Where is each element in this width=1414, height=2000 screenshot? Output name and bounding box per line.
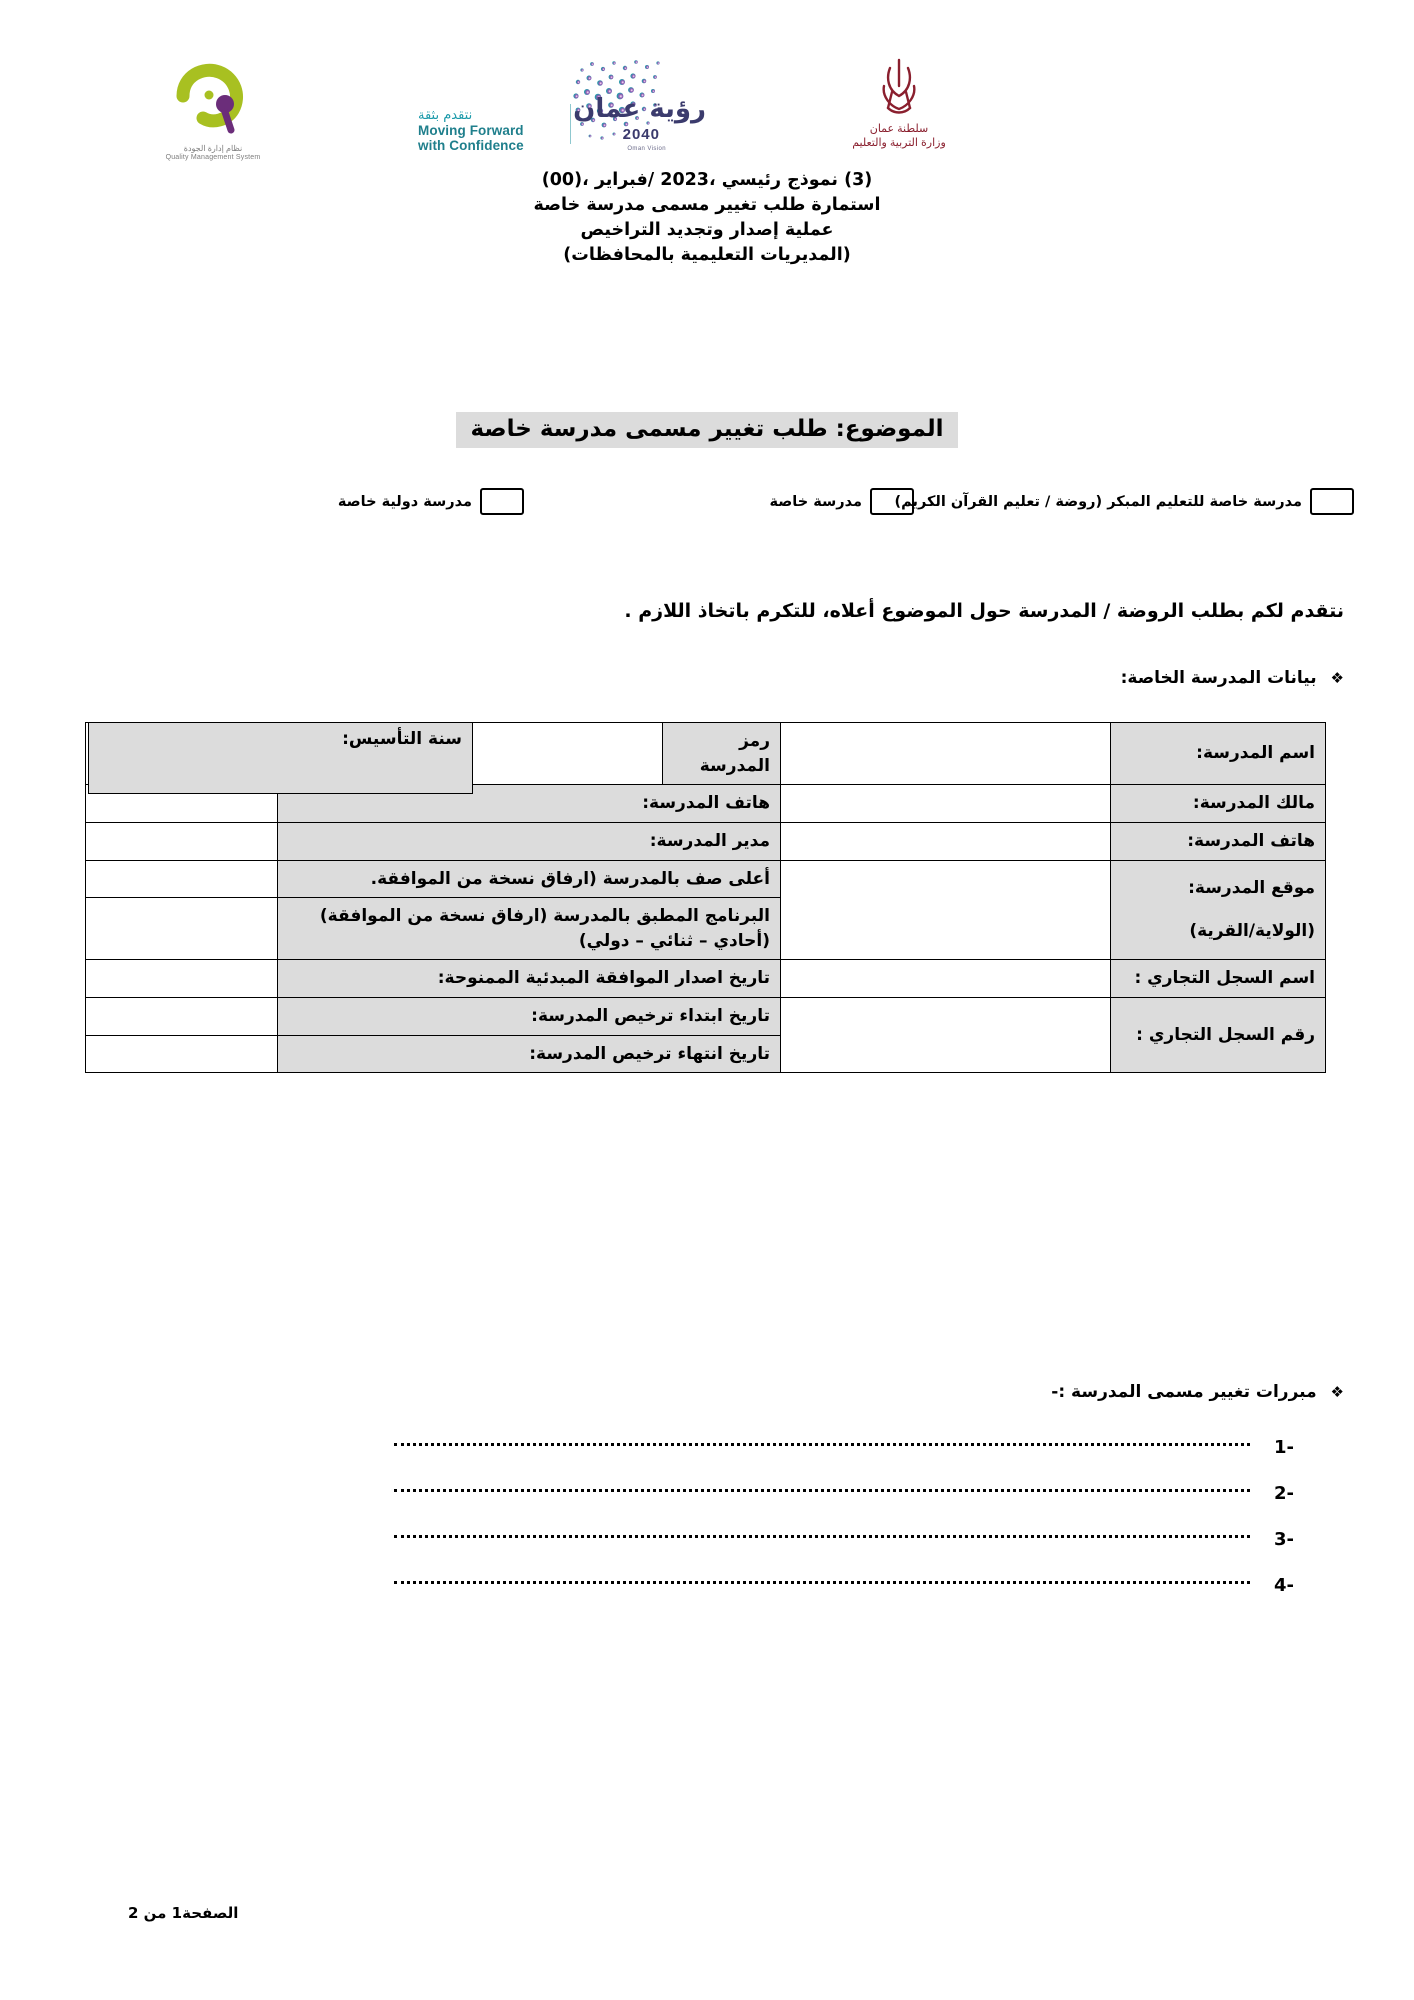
cell-license-start-date-label: تاريخ ابتداء ترخيص المدرسة:	[278, 998, 781, 1036]
reason-input-line[interactable]	[394, 1488, 1250, 1492]
section-heading-reasons	[374, 1382, 1344, 1402]
cell-commercial-name-value[interactable]	[781, 960, 1111, 998]
cell-school-phone-label: هاتف المدرسة:	[1111, 822, 1326, 860]
oman-vision-2040-logo	[418, 52, 718, 172]
cell-founding-year-label: سنة التأسيس:	[342, 729, 462, 749]
reason-line[interactable]	[394, 1516, 1294, 1562]
reason-number: -2	[1273, 1482, 1294, 1504]
vision-word-ar: رؤية عمان	[573, 94, 706, 124]
cell-school-owner-label: مالك المدرسة:	[1111, 785, 1326, 823]
vision-tagline-en-2: with Confidence	[418, 138, 524, 154]
cell-license-end-date-label: تاريخ انتهاء ترخيص المدرسة:	[278, 1035, 781, 1073]
bullet-icon: ❖	[1330, 1383, 1344, 1401]
table-row	[86, 960, 1326, 998]
reason-input-line[interactable]	[394, 1442, 1250, 1446]
subject-bar: الموضوع: طلب تغيير مسمى مدرسة خاصة	[456, 412, 957, 448]
cell-school-location-label-main: موقع المدرسة:	[1188, 878, 1315, 899]
cell-commercial-number-label: رقم السجل التجاري :	[1111, 998, 1326, 1073]
cell-row3-blank[interactable]	[86, 822, 278, 860]
cell-founding-year-label-overlay	[88, 722, 473, 794]
cell-commercial-number-value[interactable]	[781, 998, 1111, 1073]
vision-tagline-ar: نتقدم بثقة	[418, 108, 473, 123]
vision-sub-en: Oman Vision	[627, 146, 666, 152]
ministry-of-education-emblem	[824, 56, 974, 149]
section-heading-school-data	[374, 668, 1344, 688]
checkbox-icon[interactable]	[1310, 488, 1354, 515]
cell-initial-approval-date-label: تاريخ اصدار الموافقة المبدئية الممنوحة:	[278, 960, 781, 998]
school-type-checkbox-row	[0, 486, 1414, 526]
ministry-line-2: وزارة التربية والتعليم	[852, 137, 946, 149]
bullet-icon: ❖	[1330, 669, 1344, 687]
cell-school-owner-value[interactable]	[781, 785, 1111, 823]
school-type-label: مدرسة خاصة للتعليم المبكر (روضة / تعليم القرآن الكريم)	[894, 493, 1302, 510]
form-title-block	[0, 168, 1414, 268]
school-type-option-private-school[interactable]	[769, 488, 914, 515]
section-heading-label: بيانات المدرسة الخاصة:	[1120, 668, 1317, 688]
reasons-list	[394, 1424, 1294, 1608]
logo-header-row	[0, 52, 1414, 182]
qms-caption-en: Quality Management System	[165, 154, 261, 161]
table-row	[86, 998, 1326, 1036]
reason-number: -4	[1273, 1574, 1294, 1596]
qms-caption-ar: نظام إدارة الجودة	[183, 144, 243, 153]
cell-school-phone-value[interactable]	[781, 822, 1111, 860]
cell-program-label	[278, 898, 781, 960]
page-footer: الصفحة1 من 2	[128, 1904, 239, 1922]
cell-row8-blank[interactable]	[86, 1035, 278, 1073]
cell-school-location-label	[1111, 860, 1326, 960]
form-title-line-1: (3) نموذج رئيسي ،2023 /فبراير ،(00)	[541, 170, 873, 190]
cell-highest-grade-label: أعلى صف بالمدرسة (ارفاق نسخة من الموافقة.	[278, 860, 781, 898]
reason-number: -3	[1273, 1528, 1294, 1550]
qms-caption	[148, 144, 278, 163]
reason-input-line[interactable]	[394, 1580, 1250, 1584]
vision-tagline	[418, 108, 566, 153]
reason-line[interactable]	[394, 1424, 1294, 1470]
section-heading-label: مبررات تغيير مسمى المدرسة :-	[1051, 1382, 1317, 1402]
school-type-option-international-school[interactable]	[338, 488, 524, 515]
cell-school-location-label-sub: (الولاية/القرية)	[1189, 921, 1315, 942]
form-title-line-4: (المديريات التعليمية بالمحافظات)	[563, 245, 851, 265]
qms-mark-icon	[169, 62, 257, 140]
school-type-option-early-education[interactable]	[895, 488, 1354, 515]
cell-school-principal-label: مدير المدرسة:	[278, 822, 781, 860]
cell-school-name-value[interactable]	[781, 723, 1111, 785]
cell-school-name-label: اسم المدرسة:	[1111, 723, 1326, 785]
vision-divider	[570, 104, 571, 144]
school-type-label: مدرسة دولية خاصة	[337, 493, 472, 510]
cell-row4-blank[interactable]	[86, 860, 278, 898]
cell-row5-blank[interactable]	[86, 898, 278, 960]
vision-tagline-en-1: Moving Forward	[418, 123, 524, 138]
cell-program-label-sub: (أحادي – ثنائي – دولي)	[578, 930, 770, 951]
reason-line[interactable]	[394, 1470, 1294, 1516]
table-row	[86, 822, 1326, 860]
checkbox-icon[interactable]	[870, 488, 914, 515]
cell-school-phone-label-2: هاتف المدرسة:	[278, 785, 781, 823]
form-title-line-3: عملية إصدار وتجديد التراخيص	[580, 220, 834, 240]
form-title-line-2: استمارة طلب تغيير مسمى مدرسة خاصة	[533, 195, 881, 215]
khanjar-emblem-icon	[868, 56, 930, 118]
cell-program-label-main: البرنامج المطبق بالمدرسة (ارفاق نسخة من الموافقة)	[319, 906, 770, 927]
table-row	[86, 860, 1326, 898]
ministry-line-1: سلطنة عمان	[869, 123, 929, 135]
reason-line[interactable]	[394, 1562, 1294, 1608]
cell-school-code-label: رمز المدرسة	[663, 723, 781, 785]
reason-input-line[interactable]	[394, 1534, 1250, 1538]
quality-management-system-logo	[148, 62, 278, 163]
reason-number: -1	[1273, 1436, 1294, 1458]
vision-year: 2040	[622, 126, 660, 143]
subject-bar-wrapper	[0, 412, 1414, 448]
school-type-label: مدرسة خاصة	[769, 493, 862, 510]
cell-row7-blank[interactable]	[86, 998, 278, 1036]
cell-school-location-value[interactable]	[781, 860, 1111, 960]
cell-row6-blank[interactable]	[86, 960, 278, 998]
intro-paragraph: نتقدم لكم بطلب الروضة / المدرسة حول الموضوع أعلاه، للتكرم باتخاذ اللازم .	[624, 600, 1344, 622]
checkbox-icon[interactable]	[480, 488, 524, 515]
cell-commercial-name-label: اسم السجل التجاري :	[1111, 960, 1326, 998]
